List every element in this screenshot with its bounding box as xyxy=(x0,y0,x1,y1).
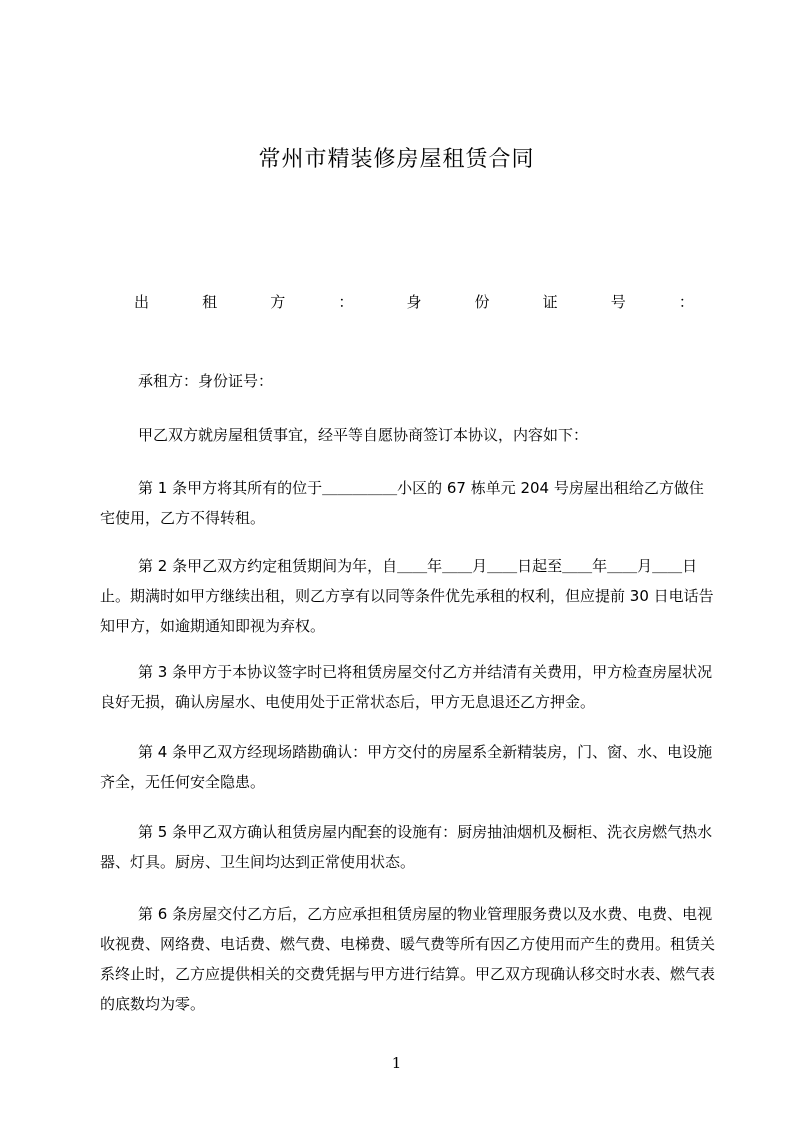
lessor-char: 号 xyxy=(610,293,626,311)
lessor-line xyxy=(134,291,694,312)
lessor-char: 身 xyxy=(406,293,422,311)
lessor-char: 证 xyxy=(542,293,558,311)
clause-4: 第 4 条甲乙双方经现场踏勘确认：甲方交付的房屋系全新精装房，门、窗、水、电设施齐全，无任何安全隐患。 xyxy=(100,743,713,791)
lessor-char: 份 xyxy=(474,293,490,311)
intro-paragraph: 甲乙双方就房屋租赁事宜，经平等自愿协商签订本协议，内容如下： xyxy=(138,426,589,444)
clause-5: 第 5 条甲乙双方确认租赁房屋内配套的设施有：厨房抽油烟机及橱柜、洗衣房燃气热水器、灯具。厨房、卫生间均达到正常使用状态。 xyxy=(100,823,713,871)
lessor-char: ： xyxy=(678,293,694,311)
lessor-char: 租 xyxy=(202,293,218,311)
lessor-char: ： xyxy=(338,293,354,311)
lessee-line: 承租方：身份证号： xyxy=(138,372,274,390)
clause-6: 第 6 条房屋交付乙方后，乙方应承担租赁房屋的物业管理服务费以及水费、电费、电视收视费、网络费、电话费、燃气费、电梯费、暖气费等所有因乙方使用而产生的费用。租赁关系终止时，乙方应提供相关的交费凭据与甲方进行结算。甲乙双方现确认移交时水表、燃气表的底数均为零。 xyxy=(100,905,716,1013)
clause-2: 第 2 条甲乙双方约定租赁期间为年，自＿＿年＿＿月＿＿日起至＿＿年＿＿月＿＿日止。期满时如甲方继续出租，则乙方享有以同等条件优先承租的权利，但应提前 30 日电话告知甲方，如逾期通知即视为弃权。 xyxy=(100,557,714,635)
clause-3: 第 3 条甲方于本协议签字时已将租赁房屋交付乙方并结清有关费用，甲方检查房屋状况良好无损，确认房屋水、电使用处于正常状态后，甲方无息退还乙方押金。 xyxy=(100,663,713,711)
page-number: 1 xyxy=(391,1054,402,1072)
lessor-char: 方 xyxy=(270,293,286,311)
page-title: 常州市精装修房屋租赁合同 xyxy=(258,147,535,172)
clause-1: 第 1 条甲方将其所有的位于＿＿＿＿＿小区的 67 栋单元 204 号房屋出租给乙方做住宅使用，乙方不得转租。 xyxy=(100,479,704,527)
lessor-char: 出 xyxy=(134,293,150,311)
